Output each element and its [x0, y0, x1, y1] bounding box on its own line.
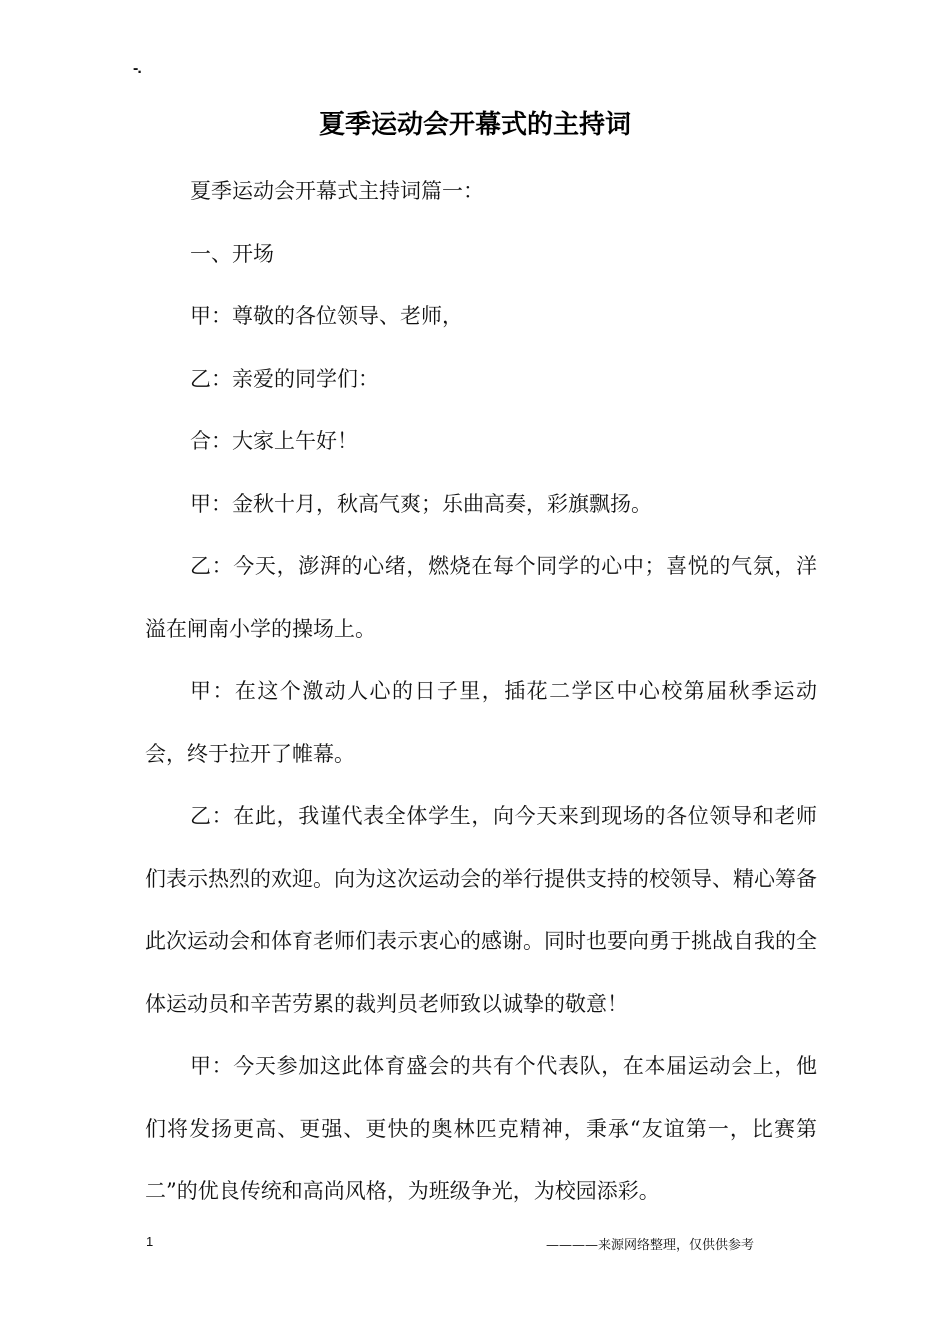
corner-mark: -. [133, 60, 141, 77]
paragraph: 夏季运动会开幕式主持词篇一： [190, 179, 484, 203]
paragraph: 乙：亲爱的同学们： [190, 366, 379, 391]
paragraph: 乙：在此，我谨代表全体学生，向今天来到现场的各位领导和老师们表示热烈的欢迎。向为这次运动会的举行提供支持的校领导、精心筹备此次运动会和体育老师们表示衷心的感谢。同时也要向勇于挑战自我的全体运动员和辛苦劳累的裁判员老师致以诚挚的敬意！ [145, 804, 817, 1016]
paragraph: 合：大家上午好！ [190, 429, 358, 453]
page-number: 1 [146, 1234, 154, 1249]
source-note: ————来源网络整理，仅供供参考 [546, 1238, 755, 1253]
paragraph: 甲：金秋十月，秋高气爽；乐曲高奏，彩旗飘扬。 [190, 491, 652, 516]
document-title: 夏季运动会开幕式的主持词 [318, 110, 631, 140]
paragraph: 甲：尊敬的各位领导、老师， [190, 304, 463, 328]
paragraph: 甲：今天参加这此体育盛会的共有个代表队，在本届运动会上，他们将发扬更高、更强、更快的奥林匹克精神，秉承“友谊第一，比赛第二”的优良传统和高尚风格，为班级争光，为校园添彩。 [145, 1054, 817, 1203]
document-body [145, 160, 817, 1223]
paragraph: 甲：在这个激动人心的日子里，插花二学区中心校第届秋季运动会，终于拉开了帷幕。 [145, 679, 817, 766]
paragraph: 乙：今天，澎湃的心绪，燃烧在每个同学的心中；喜悦的气氛，洋溢在闸南小学的操场上。 [145, 554, 817, 641]
paragraph: 一、开场 [190, 241, 274, 266]
